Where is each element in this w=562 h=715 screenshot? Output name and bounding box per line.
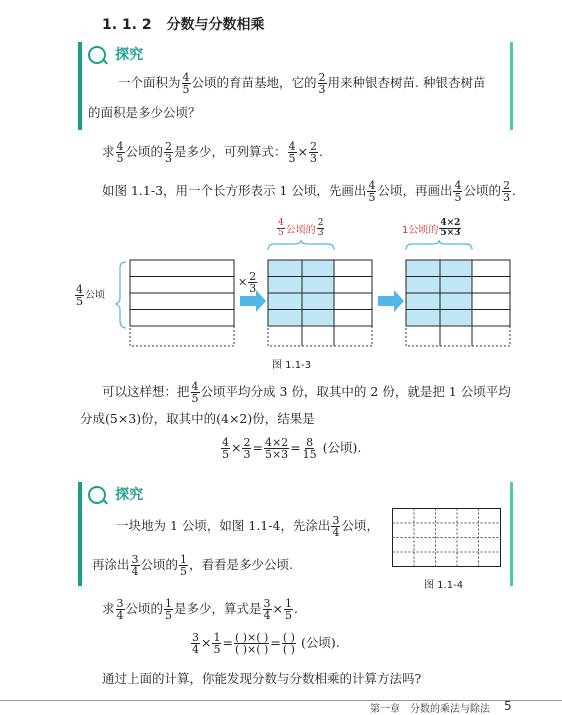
explore-bar: [78, 42, 82, 130]
explore-header: [88, 44, 143, 64]
explore2-line2: 再涂出 $\frac{3}{4}$ 公顷的 $\frac{1}{5}$ ，看看是多少公顷.: [92, 553, 294, 578]
explore-right-bar: [510, 42, 513, 130]
explore2-right-bar: [510, 482, 513, 586]
fig1-mid-label: $\frac{4}{5}$ 公顷的 $\frac{2}{3}$: [278, 218, 324, 238]
equation-2: $\frac{3}{4}$ × $\frac{1}{5}$ = $\frac{( )\times( )}{( )\times( )}$ = $\frac{( )}{( )}$ (公顷).: [192, 631, 340, 656]
paragraph-1: 求 $\frac{4}{5}$ 公顷的 $\frac{2}{3}$ 是多少，可列算式： $\frac{4}{5}$ × $\frac{2}{3}$ .: [102, 140, 324, 165]
rect-3: [406, 260, 510, 346]
explore2-bar: [78, 482, 82, 586]
section-title: 分数与分数相乘: [166, 17, 265, 33]
fig1-caption: 图 1.1-3: [272, 360, 312, 371]
figure-1-1-3: [112, 212, 542, 352]
explore1-line2: 的面积是多少公顷？: [88, 105, 201, 120]
fig1-arrow-label: × $\frac{2}{3}$: [238, 270, 257, 295]
paragraph-4: 求 $\frac{3}{4}$ 公顷的 $\frac{1}{5}$ 是多少，算式是 $\frac{3}{4}$ × $\frac{1}{5}$ .: [102, 597, 299, 622]
footer-chapter: 第一章 分数的乘法与除法: [370, 704, 490, 715]
magnifier-icon: [88, 46, 106, 64]
section-number: 1. 1. 2: [102, 17, 152, 33]
fig1-left-label: $\frac{4}{5}$ 公顷: [76, 283, 105, 308]
paragraph-5: 通过上面的计算，你能发现分数与分数相乘的计算方法吗?: [102, 671, 422, 686]
explore2-header: [88, 484, 143, 504]
left-brace: [116, 262, 126, 328]
rect-1: [130, 260, 234, 346]
fig2-caption: 图 1.1-4: [424, 580, 464, 591]
page-number: 5: [504, 699, 512, 713]
arrow-2: [378, 290, 404, 312]
paragraph-3-line2: 分成(5×3)份，取其中的(4×2)份，结果是: [80, 411, 315, 426]
section-heading: [102, 14, 264, 34]
magnifier-icon: [88, 486, 106, 504]
paragraph-3: 可以这样想：把 $\frac{4}{5}$ 公顷平均分成 3 份，取其中的 2 份，就是把 1 公顷平均: [102, 380, 511, 405]
explore1-line1: 一个面积为 $\frac{4}{5}$ 公顷的育苗基地，它的 $\frac{2}{3}$ 用来种银杏树苗. 种银杏树苗: [118, 71, 486, 96]
figure-1-1-4: [392, 508, 502, 568]
explore-title: 探究: [115, 47, 144, 63]
equation-1: $\frac{4}{5}$ × $\frac{2}{3}$ = $\frac{4\times 2}{5\times 3}$ = $\frac{8}{15}$ (公顷).: [222, 436, 362, 461]
explore2-title: 探究: [115, 487, 144, 503]
paragraph-2: 如图 1.1-3，用一个长方形表示 1 公顷，先画出 $\frac{4}{5}$ 公顷，再画出 $\frac{4}{5}$ 公顷的 $\frac{2}{3}$ .: [102, 179, 516, 204]
fig1-right-label: 1公顷的 $\frac{4\times 2}{5\times 3}$: [402, 218, 461, 238]
explore2-line1: 一块地为 1 公顷，如图 1.1-4，先涂出 $\frac{3}{4}$ 公顷，: [116, 514, 379, 539]
rect-2: [268, 260, 372, 346]
